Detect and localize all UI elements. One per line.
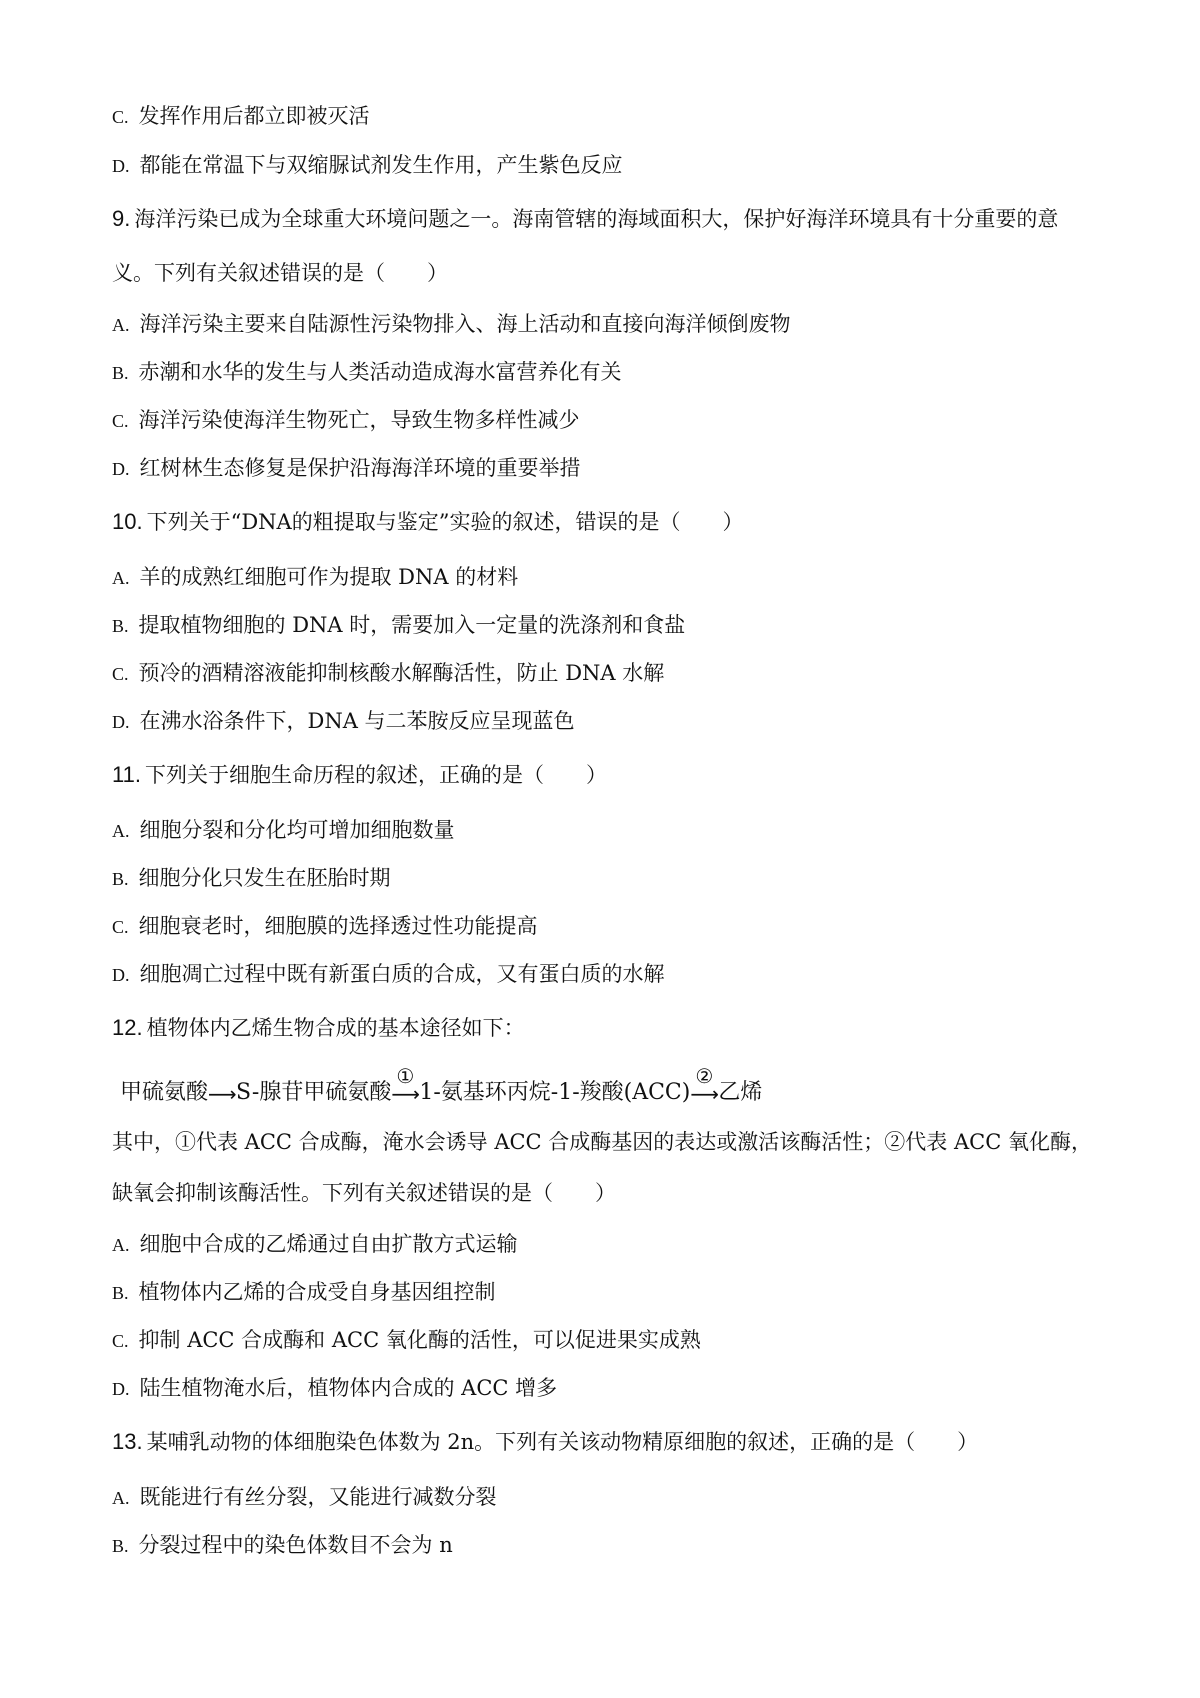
option-line <box>112 611 685 640</box>
option-label: C. <box>112 107 129 127</box>
option-line <box>112 960 665 989</box>
option-label: B. <box>112 869 129 889</box>
question-text: 义。下列有关叙述错误的是（ ） <box>112 261 448 285</box>
option-line <box>112 1278 496 1307</box>
option-line <box>112 1483 497 1512</box>
question-text: 某哺乳动物的体细胞染色体数为 2n。下列有关该动物精原细胞的叙述，正确的是（ ） <box>146 1430 979 1454</box>
option-text: 抑制 ACC 合成酶和 ACC 氧化酶的活性，可以促进果实成熟 <box>138 1328 701 1352</box>
option-line <box>112 1531 453 1560</box>
question-12-stem <box>112 1014 525 1042</box>
question-9-stem-cont <box>112 259 448 287</box>
option-text: 细胞分裂和分化均可增加细胞数量 <box>139 818 455 842</box>
option-text: 都能在常温下与双缩脲试剂发生作用，产生紫色反应 <box>139 153 623 177</box>
pathway-step-methionine: 甲硫氨酸 <box>120 1080 209 1105</box>
option-line <box>112 1326 701 1355</box>
option-text: 提取植物细胞的 DNA 时，需要加入一定量的洗涤剂和食盐 <box>138 613 686 637</box>
option-text: 海洋污染主要来自陆源性污染物排入、海上活动和直接向海洋倾倒废物 <box>139 312 791 336</box>
option-line <box>112 864 391 893</box>
option-label: D. <box>112 712 130 732</box>
pathway-step-sam: S-腺苷甲硫氨酸 <box>236 1080 392 1105</box>
pathway-enzyme-1: ① <box>396 1064 415 1088</box>
option-line <box>112 563 518 592</box>
option-line <box>112 310 791 339</box>
option-line <box>112 707 575 736</box>
option-label: B. <box>112 1536 129 1556</box>
option-line <box>112 454 581 483</box>
question-text: 缺氧会抑制该酶活性。下列有关叙述错误的是（ ） <box>112 1181 616 1205</box>
question-text: 海洋污染已成为全球重大环境问题之一。海南管辖的海域面积大，保护好海洋环境具有十分重要的意 <box>134 207 1059 231</box>
option-label: B. <box>112 616 129 636</box>
option-label: C. <box>112 1331 129 1351</box>
option-label: A. <box>112 1235 130 1255</box>
option-line <box>112 102 370 131</box>
option-text: 预冷的酒精溶液能抑制核酸水解酶活性，防止 DNA 水解 <box>138 661 665 685</box>
option-line <box>112 1374 557 1403</box>
option-text: 红树林生态修复是保护沿海海洋环境的重要举措 <box>139 456 581 480</box>
question-text: 下列关于“DNA的粗提取与鉴定”实验的叙述，错误的是（ ） <box>146 510 744 534</box>
option-text: 细胞衰老时，细胞膜的选择透过性功能提高 <box>138 914 538 938</box>
option-line <box>112 1230 518 1259</box>
question-number: 11. <box>112 762 141 787</box>
option-line <box>112 406 580 435</box>
option-label: A. <box>112 1488 130 1508</box>
option-text: 发挥作用后都立即被灭活 <box>138 104 370 128</box>
right-arrow-icon: ⟶ <box>208 1082 237 1106</box>
option-text: 赤潮和水华的发生与人类活动造成海水富营养化有关 <box>138 360 622 384</box>
question-9-stem <box>112 205 1058 233</box>
option-label: C. <box>112 917 129 937</box>
question-text: 其中，①代表 ACC 合成酶，淹水会诱导 ACC 合成酶基因的表达或激活该酶活性；②代表 ACC 氧化酶， <box>112 1130 1092 1154</box>
option-text: 陆生植物淹水后，植物体内合成的 ACC 增多 <box>139 1376 558 1400</box>
option-line <box>112 151 623 180</box>
option-text: 植物体内乙烯的合成受自身基因组控制 <box>138 1280 496 1304</box>
option-label: A. <box>112 568 130 588</box>
option-line <box>112 816 455 845</box>
right-arrow-icon: ② ⟶ <box>690 1075 718 1109</box>
pathway-step-ethylene: 乙烯 <box>718 1080 763 1105</box>
option-text: 细胞分化只发生在胚胎时期 <box>138 866 391 890</box>
option-label: A. <box>112 315 130 335</box>
pathway-enzyme-2: ② <box>695 1064 714 1088</box>
option-text: 既能进行有丝分裂，又能进行减数分裂 <box>139 1485 497 1509</box>
question-12-desc-cont <box>112 1179 616 1207</box>
question-10-stem <box>112 508 743 536</box>
option-label: B. <box>112 363 129 383</box>
option-label: C. <box>112 664 129 684</box>
question-13-stem <box>112 1428 978 1456</box>
option-label: C. <box>112 411 129 431</box>
option-label: A. <box>112 821 130 841</box>
question-text: 下列关于细胞生命历程的叙述，正确的是（ ） <box>144 763 607 787</box>
option-label: D. <box>112 965 130 985</box>
question-11-stem <box>112 761 607 789</box>
question-number: 13. <box>112 1429 143 1454</box>
question-12-desc <box>112 1128 1092 1156</box>
option-text: 羊的成熟红细胞可作为提取 DNA 的材料 <box>139 565 519 589</box>
question-number: 9. <box>112 206 131 231</box>
option-text: 分裂过程中的染色体数目不会为 n <box>138 1533 453 1557</box>
option-line <box>112 912 538 941</box>
right-arrow-icon: ① ⟶ <box>391 1075 419 1109</box>
option-line <box>112 659 664 688</box>
option-text: 在沸水浴条件下，DNA 与二苯胺反应呈现蓝色 <box>139 709 575 733</box>
option-label: D. <box>112 1379 130 1399</box>
ethylene-pathway <box>120 1064 763 1110</box>
option-label: D. <box>112 459 130 479</box>
pathway-step-acc: 1-氨基环丙烷-1-羧酸(ACC) <box>419 1080 691 1105</box>
option-text: 细胞中合成的乙烯通过自由扩散方式运输 <box>139 1232 518 1256</box>
option-label: B. <box>112 1283 129 1303</box>
question-text: 植物体内乙烯生物合成的基本途径如下： <box>146 1016 525 1040</box>
option-line <box>112 358 622 387</box>
option-label: D. <box>112 156 130 176</box>
option-text: 细胞凋亡过程中既有新蛋白质的合成，又有蛋白质的水解 <box>139 962 665 986</box>
question-number: 12. <box>112 1015 143 1040</box>
question-number: 10. <box>112 509 143 534</box>
option-text: 海洋污染使海洋生物死亡，导致生物多样性减少 <box>138 408 580 432</box>
